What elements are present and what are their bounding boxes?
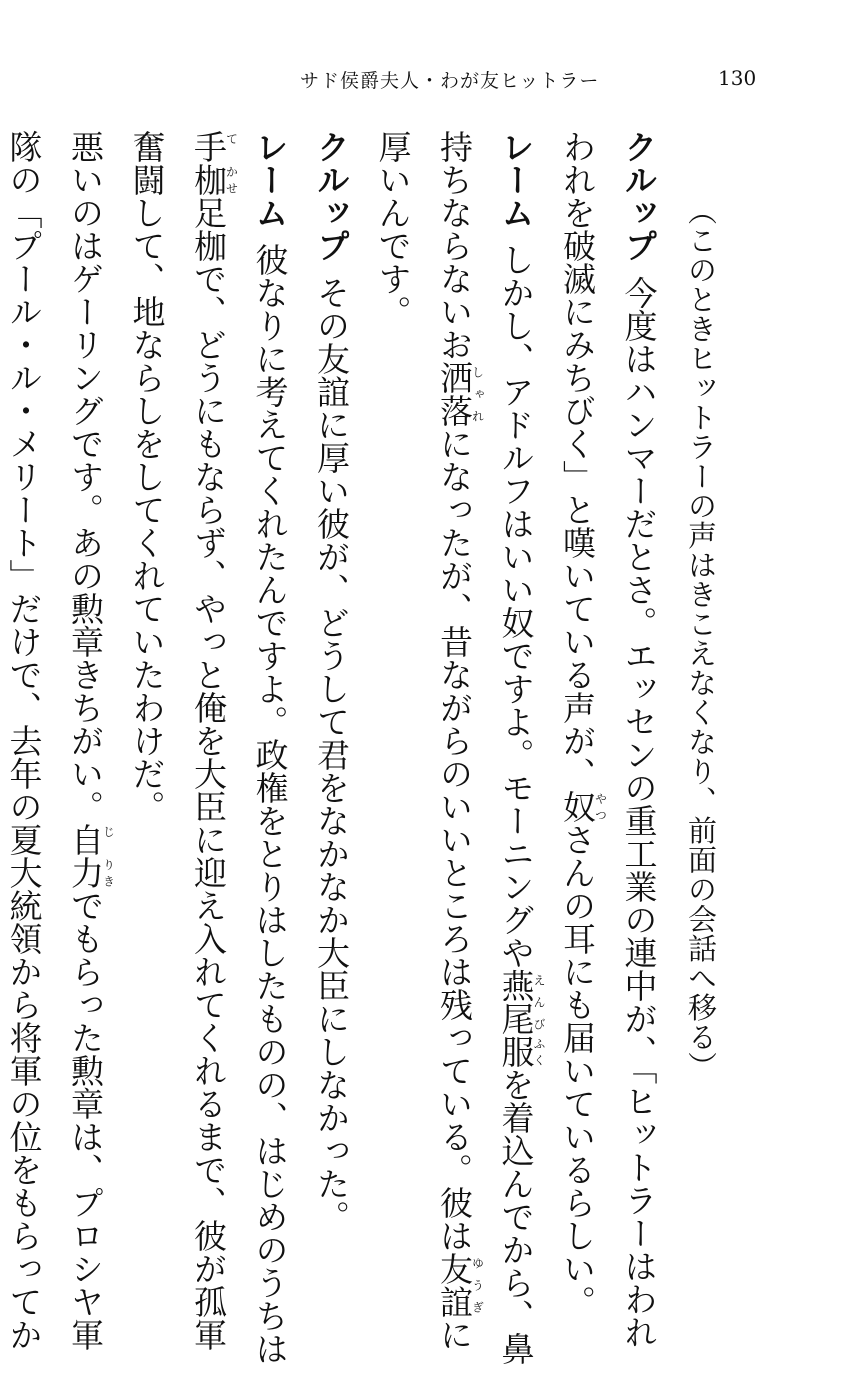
ruby-word: 服ふく [496,1035,546,1068]
ruby-word: 自力じ りき [66,823,116,889]
dialogue-line [362,130,424,1140]
running-header-title: サド侯爵夫人・わが友ヒットラー [300,70,600,92]
dialogue-text: しかし、アドルフはいい奴ですよ。モーニングや [496,243,536,969]
page-number: 130 [718,66,757,90]
dialogue-text: に [435,1318,474,1351]
dialogue-line [424,130,486,1351]
dialogue-text: 奮闘して、地ならしをしてくれていたわけだ。 [127,130,167,823]
play-text-body [0,130,731,1365]
dialogue-text: 悪いのはゲーリングです。あの勲章きちがい。 [66,130,105,823]
dialogue-line [55,130,117,1351]
speaker-name: レーム [496,130,536,229]
dialogue-text: を着込んでから、鼻 [496,1068,536,1365]
dialogue-line [301,130,363,1233]
dialogue-text: 足枷で、どうにもならず、やっと俺を大臣に迎え入れてくれるまで、彼が孤軍 [189,196,228,1351]
dialogue-text: 今度はハンマーだとさ。エッセンの重工業の連中が、「ヒットラーはわれ [619,276,659,1349]
dialogue-line [178,130,240,1351]
dialogue-text: 隊の「プール・ル・メリート」だけで、去年の夏大統領から将軍の位をもらってか [4,130,44,1351]
dialogue-text: になったが、昔ながらのいいところは残っている。彼は [435,427,474,1252]
dialogue-line [547,130,609,1318]
speaker-name: レーム [250,130,290,229]
dialogue-line [608,130,670,1349]
dialogue-text: 持ちならないお [435,130,474,361]
dialogue-text: われを破滅にみちびく」と嘆いている声が、 [558,130,597,790]
dialogue-line [485,130,547,1365]
dialogue-line [0,130,55,1351]
dialogue-line [239,130,301,1365]
dialogue-text: さんの耳にも届いているらしい。 [558,823,597,1318]
ruby-word: 友誼ゆうぎ [435,1252,485,1318]
dialogue-text: でもらった勲章は、プロシヤ軍 [66,889,105,1351]
dialogue-text: 彼なりに考えてくれたんですよ。政権をとりはしたものの、はじめのうちは [250,243,290,1365]
ruby-word: 奴やつ [558,790,608,823]
speaker-name: クルップ [619,130,659,262]
dialogue-text: その友誼に厚い彼が、どうして君をなかなか大臣にしなかった。 [312,276,351,1233]
speaker-name: クルップ [312,130,351,262]
dialogue-line [116,130,178,1140]
dialogue-text: 厚いんです。 [373,130,413,328]
ruby-word: 燕尾えんび [496,969,546,1035]
ruby-word: 手枷て かせ [189,130,239,196]
stage-direction: （このときヒットラーの声はきこえなくなり、前面の会話へ移る） [684,196,718,1081]
ruby-word: 洒落しゃれ [435,361,485,427]
